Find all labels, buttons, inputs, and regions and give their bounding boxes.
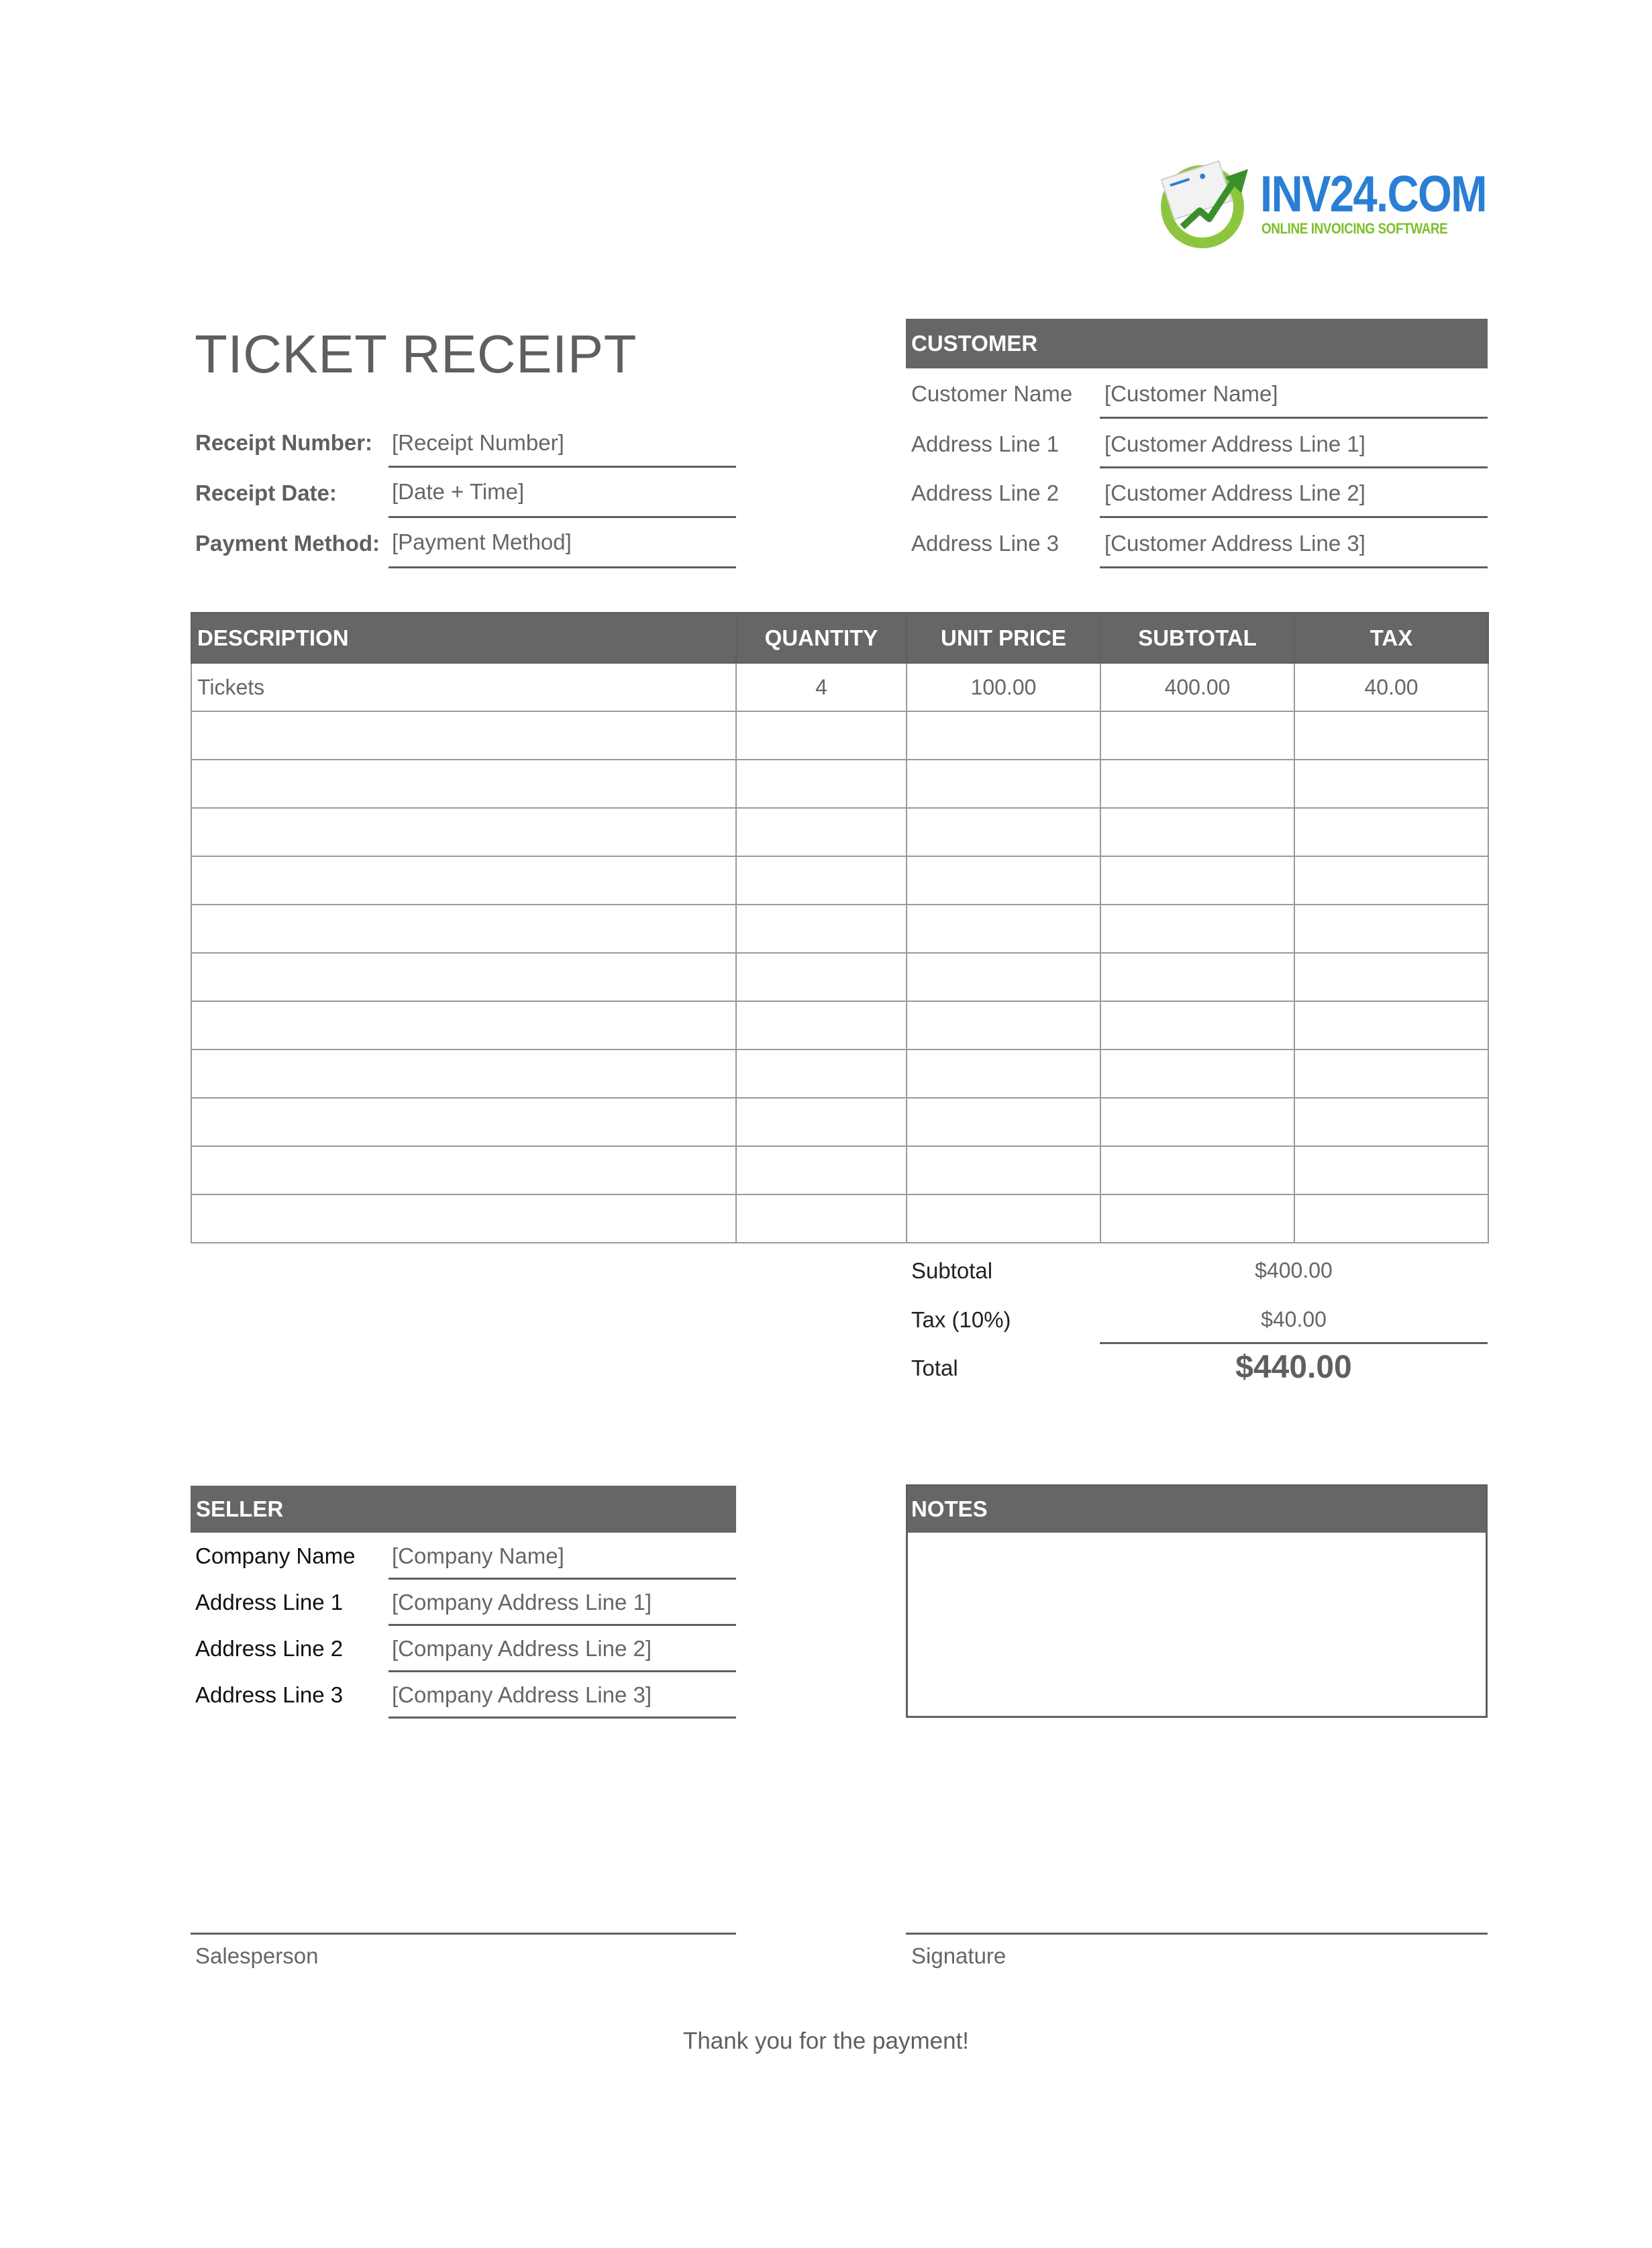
empty-cell[interactable]	[1294, 905, 1488, 953]
empty-cell[interactable]	[191, 1001, 736, 1050]
empty-cell[interactable]	[191, 953, 736, 1001]
empty-cell[interactable]	[1100, 856, 1294, 905]
company-name-label: Company Name	[195, 1543, 356, 1568]
empty-cell[interactable]	[1100, 1050, 1294, 1098]
receipt-date-underline	[389, 516, 736, 518]
receipt-number-underline	[389, 466, 736, 468]
payment-method-value[interactable]: [Payment Method]	[392, 529, 572, 554]
company-address-3-underline	[389, 1717, 736, 1719]
empty-cell[interactable]	[907, 711, 1100, 760]
item-description-cell[interactable]: Tickets	[191, 663, 736, 711]
signature-label: Signature	[911, 1943, 1006, 1968]
customer-address-2-value[interactable]: [Customer Address Line 2]	[1104, 480, 1365, 505]
customer-name-underline	[1100, 417, 1488, 419]
empty-cell[interactable]	[736, 1050, 907, 1098]
company-address-3-value[interactable]: [Company Address Line 3]	[392, 1682, 652, 1707]
tax-label: Tax (10%)	[911, 1307, 1011, 1332]
column-header-description: DESCRIPTION	[191, 613, 736, 663]
empty-cell[interactable]	[736, 760, 907, 808]
empty-cell[interactable]	[736, 808, 907, 856]
receipt-date-label: Receipt Date:	[195, 480, 337, 505]
empty-cell[interactable]	[1100, 1098, 1294, 1146]
invoice-growth-arrow-icon	[1155, 153, 1256, 254]
empty-cell[interactable]	[907, 1194, 1100, 1243]
customer-address-2-label: Address Line 2	[911, 480, 1060, 505]
column-header-tax: TAX	[1294, 613, 1488, 663]
customer-address-3-label: Address Line 3	[911, 531, 1060, 556]
receipt-number-label: Receipt Number:	[195, 430, 373, 455]
notes-header: NOTES	[906, 1486, 1488, 1533]
empty-cell[interactable]	[1100, 1194, 1294, 1243]
seller-header: SELLER	[191, 1486, 736, 1533]
customer-name-value[interactable]: [Customer Name]	[1104, 381, 1278, 406]
empty-cell[interactable]	[1294, 711, 1488, 760]
table-row	[191, 1001, 1488, 1050]
empty-cell[interactable]	[1100, 905, 1294, 953]
subtotal-label: Subtotal	[911, 1258, 993, 1283]
empty-cell[interactable]	[1100, 1146, 1294, 1194]
empty-cell[interactable]	[1294, 1146, 1488, 1194]
empty-cell[interactable]	[1100, 711, 1294, 760]
table-row	[191, 1050, 1488, 1098]
empty-cell[interactable]	[191, 905, 736, 953]
company-name-underline	[389, 1578, 736, 1580]
empty-cell[interactable]	[907, 905, 1100, 953]
total-value: $440.00	[1235, 1349, 1352, 1385]
salesperson-signature-line[interactable]	[191, 1933, 736, 1935]
empty-cell[interactable]	[191, 856, 736, 905]
empty-cell[interactable]	[907, 953, 1100, 1001]
empty-cell[interactable]	[191, 760, 736, 808]
empty-cell[interactable]	[907, 808, 1100, 856]
customer-address-3-underline	[1100, 566, 1488, 568]
items-table	[191, 612, 1489, 1243]
table-row	[191, 1146, 1488, 1194]
table-row	[191, 1194, 1488, 1243]
empty-cell[interactable]	[191, 711, 736, 760]
brand-name: INV24.COM	[1260, 166, 1486, 223]
item-subtotal-cell[interactable]: 400.00	[1100, 663, 1294, 711]
table-row	[191, 663, 1488, 711]
empty-cell[interactable]	[736, 1098, 907, 1146]
notes-textarea[interactable]	[906, 1484, 1488, 1718]
brand-tagline: ONLINE INVOICING SOFTWARE	[1261, 220, 1448, 237]
receipt-date-value[interactable]: [Date + Time]	[392, 479, 525, 504]
empty-cell[interactable]	[191, 1098, 736, 1146]
column-header-quantity: QUANTITY	[736, 613, 907, 663]
subtotal-value: $400.00	[1255, 1258, 1333, 1282]
empty-cell[interactable]	[191, 808, 736, 856]
empty-cell[interactable]	[907, 1098, 1100, 1146]
table-row	[191, 1098, 1488, 1146]
table-row	[191, 953, 1488, 1001]
empty-cell[interactable]	[1294, 1050, 1488, 1098]
empty-cell[interactable]	[191, 1146, 736, 1194]
brand-logo	[1155, 153, 1486, 254]
empty-cell[interactable]	[736, 856, 907, 905]
empty-cell[interactable]	[736, 953, 907, 1001]
total-label: Total	[911, 1356, 958, 1380]
item-quantity-cell[interactable]: 4	[736, 663, 907, 711]
empty-cell[interactable]	[1294, 760, 1488, 808]
column-header-subtotal: SUBTOTAL	[1100, 613, 1294, 663]
empty-cell[interactable]	[736, 711, 907, 760]
items-header-row	[191, 613, 1488, 663]
receipt-number-value[interactable]: [Receipt Number]	[392, 430, 564, 455]
customer-address-2-underline	[1100, 516, 1488, 518]
tax-value: $40.00	[1261, 1307, 1327, 1331]
empty-cell[interactable]	[1100, 953, 1294, 1001]
customer-signature-line[interactable]	[906, 1933, 1488, 1935]
table-row	[191, 808, 1488, 856]
empty-cell[interactable]	[907, 1146, 1100, 1194]
thank-you-message: Thank you for the payment!	[682, 2028, 970, 2054]
page-title: TICKET RECEIPT	[195, 324, 637, 384]
customer-name-label: Customer Name	[911, 381, 1073, 406]
item-tax-cell[interactable]: 40.00	[1294, 663, 1488, 711]
empty-cell[interactable]	[907, 856, 1100, 905]
company-address-2-label: Address Line 2	[195, 1636, 344, 1661]
empty-cell[interactable]	[907, 1050, 1100, 1098]
tax-underline	[1100, 1342, 1488, 1344]
customer-address-1-label: Address Line 1	[911, 431, 1060, 456]
empty-cell[interactable]	[736, 1146, 907, 1194]
empty-cell[interactable]	[191, 1050, 736, 1098]
empty-cell[interactable]	[1294, 953, 1488, 1001]
empty-cell[interactable]	[1100, 808, 1294, 856]
empty-cell[interactable]	[736, 905, 907, 953]
salesperson-label: Salesperson	[195, 1943, 319, 1968]
empty-cell[interactable]	[191, 1194, 736, 1243]
empty-cell[interactable]	[1294, 808, 1488, 856]
table-row	[191, 905, 1488, 953]
empty-cell[interactable]	[736, 1001, 907, 1050]
company-address-1-value[interactable]: [Company Address Line 1]	[392, 1590, 652, 1615]
empty-cell[interactable]	[1294, 856, 1488, 905]
empty-cell[interactable]	[907, 1001, 1100, 1050]
empty-cell[interactable]	[1100, 760, 1294, 808]
company-address-1-label: Address Line 1	[195, 1590, 344, 1615]
empty-cell[interactable]	[907, 760, 1100, 808]
empty-cell[interactable]	[1294, 1001, 1488, 1050]
company-address-2-underline	[389, 1670, 736, 1672]
table-row	[191, 856, 1488, 905]
company-address-3-label: Address Line 3	[195, 1682, 344, 1707]
customer-header: CUSTOMER	[906, 319, 1488, 368]
company-address-2-value[interactable]: [Company Address Line 2]	[392, 1636, 652, 1661]
customer-address-3-value[interactable]: [Customer Address Line 3]	[1104, 531, 1365, 556]
empty-cell[interactable]	[736, 1194, 907, 1243]
column-header-unit-price: UNIT PRICE	[907, 613, 1100, 663]
empty-cell[interactable]	[1294, 1194, 1488, 1243]
company-name-value[interactable]: [Company Name]	[392, 1543, 564, 1568]
payment-method-underline	[389, 566, 736, 568]
table-row	[191, 711, 1488, 760]
item-unit-price-cell[interactable]: 100.00	[907, 663, 1100, 711]
customer-address-1-underline	[1100, 466, 1488, 468]
empty-cell[interactable]	[1294, 1098, 1488, 1146]
empty-cell[interactable]	[1100, 1001, 1294, 1050]
customer-address-1-value[interactable]: [Customer Address Line 1]	[1104, 431, 1365, 456]
payment-method-label: Payment Method:	[195, 531, 380, 556]
table-row	[191, 760, 1488, 808]
company-address-1-underline	[389, 1624, 736, 1626]
